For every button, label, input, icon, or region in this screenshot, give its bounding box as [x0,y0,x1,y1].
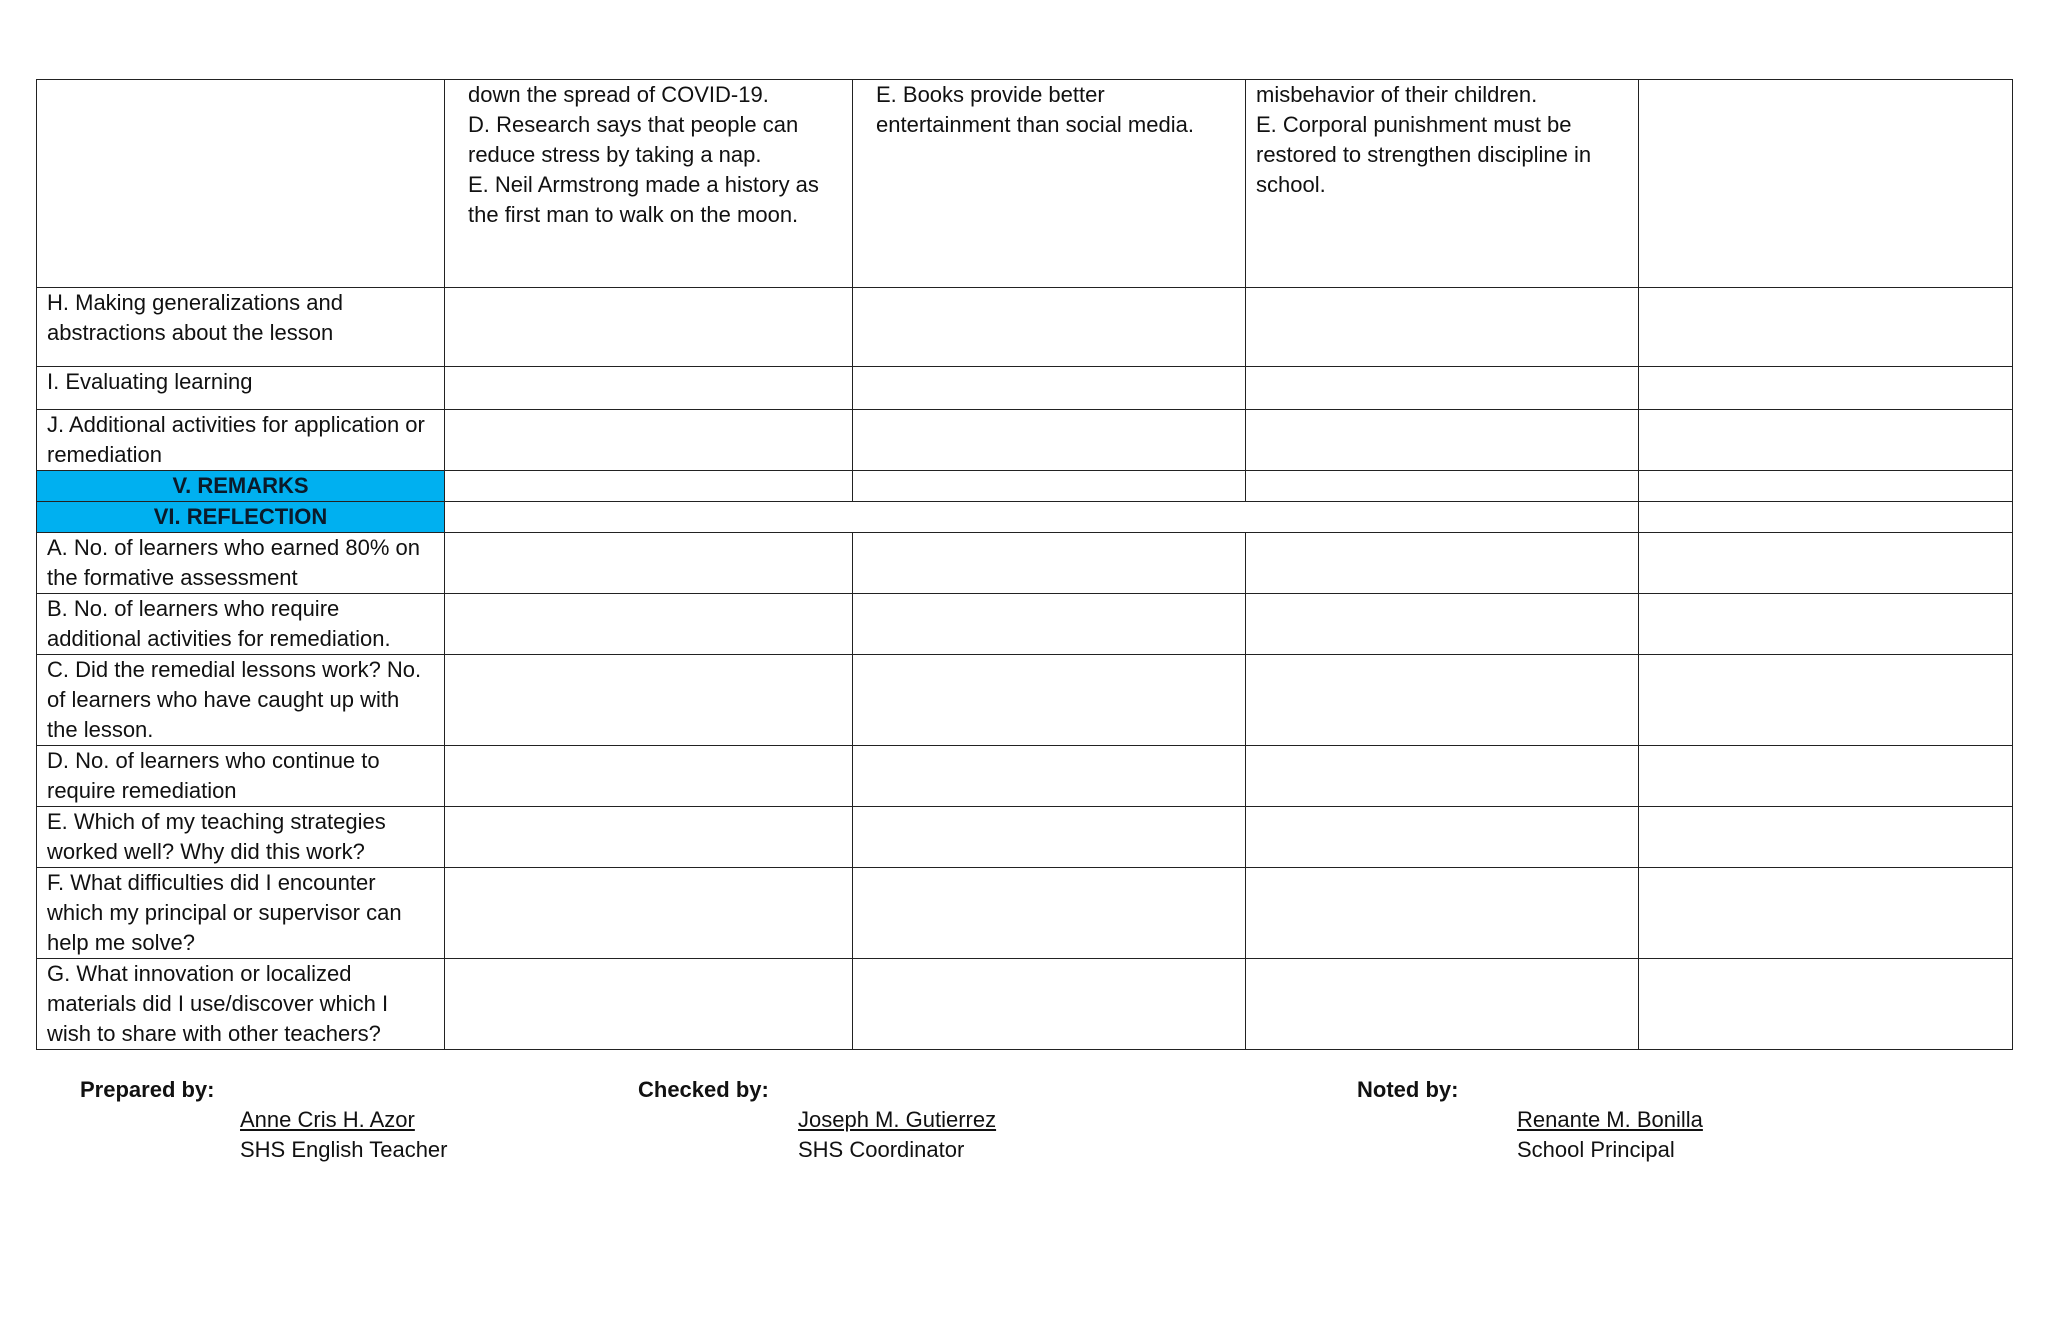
signature-prepared [80,1075,448,1165]
checked-title: SHS Coordinator [798,1137,965,1162]
table-cell [853,959,1246,1050]
row-label: G. What innovation or localized materials did I use/discover which I wish to share with other teachers? [37,959,445,1050]
table-row [37,594,2013,655]
row-label: D. No. of learners who continue to require remediation [37,746,445,807]
noted-title: School Principal [1517,1137,1675,1162]
table-row [37,410,2013,471]
table-cell [445,80,853,288]
table-row [37,959,2013,1050]
table-row [37,868,2013,959]
table-row [37,288,2013,367]
cell-line: down the spread of COVID-19. [468,82,769,107]
checked-name: Joseph M. Gutierrez [798,1107,997,1132]
table-cell [1246,367,1639,410]
table-cell [853,367,1246,410]
table-cell [445,959,853,1050]
table-cell [853,80,1246,288]
table-cell [853,471,1246,502]
table-cell [1246,471,1639,502]
table-cell [853,594,1246,655]
row-label: C. Did the remedial lessons work? No. of learners who have caught up with the lesson. [37,655,445,746]
prepared-name: Anne Cris H. Azor [240,1107,415,1132]
table-cell [1246,533,1639,594]
table-row [37,807,2013,868]
table-cell [853,288,1246,367]
remarks-header: V. REMARKS [37,471,445,502]
table-cell [1639,807,2013,868]
table-cell [445,594,853,655]
table-cell [1639,746,2013,807]
table-cell [1246,868,1639,959]
table-cell [1639,959,2013,1050]
table-cell [1639,367,2013,410]
table-cell [1639,655,2013,746]
signature-noted [1357,1075,1703,1165]
cell-line: E. Corporal punishment must be restored to strengthen discipline in school. [1256,112,1592,197]
table-cell [1639,410,2013,471]
table-cell [1639,471,2013,502]
table-cell [445,367,853,410]
signature-checked [638,1075,996,1165]
cell-line: E. Neil Armstrong made a history as the first man to walk on the moon. [468,172,819,227]
prepared-title: SHS English Teacher [240,1137,448,1162]
table-cell [853,807,1246,868]
table-cell [445,655,853,746]
table-cell [445,807,853,868]
row-label: H. Making generalizations and abstractions about the lesson [37,288,445,367]
checked-label: Checked by: [638,1077,769,1102]
reflection-header: VI. REFLECTION [37,502,445,533]
noted-name: Renante M. Bonilla [1517,1107,1703,1132]
cell-line: D. Research says that people can reduce stress by taking a nap. [468,112,799,167]
table-cell [1246,80,1639,288]
table-cell [1639,502,2013,533]
table-cell [445,746,853,807]
table-cell [1639,868,2013,959]
table-cell [853,533,1246,594]
cell-line: misbehavior of their children. [1256,82,1538,107]
row-label: A. No. of learners who earned 80% on the formative assessment [37,533,445,594]
table-cell [1246,655,1639,746]
table-cell [445,868,853,959]
table-row [37,533,2013,594]
table-cell [445,288,853,367]
table-row [37,367,2013,410]
table-cell [1246,746,1639,807]
table-cell [853,655,1246,746]
noted-label: Noted by: [1357,1077,1459,1102]
row-label: E. Which of my teaching strategies worked well? Why did this work? [37,807,445,868]
table-cell [445,502,1639,533]
table-cell [1246,807,1639,868]
table-cell [853,410,1246,471]
table-cell [1639,594,2013,655]
cell-line: E. Books provide better entertainment than social media. [876,82,1194,137]
prepared-label: Prepared by: [80,1077,215,1102]
table-cell [445,410,853,471]
table-row [37,502,2013,533]
table-row [37,471,2013,502]
row-label: B. No. of learners who require additional activities for remediation. [37,594,445,655]
table-cell [445,471,853,502]
row-label: J. Additional activities for application or remediation [37,410,445,471]
table-cell [37,80,445,288]
row-label: F. What difficulties did I encounter which my principal or supervisor can help me solve? [37,868,445,959]
table-cell [1639,80,2013,288]
table-cell [1246,410,1639,471]
table-cell [1246,959,1639,1050]
table-row [37,746,2013,807]
table-row [37,80,2013,288]
table-cell [1639,288,2013,367]
row-label: I. Evaluating learning [37,367,445,410]
table-cell [853,746,1246,807]
table-row [37,655,2013,746]
lesson-log-table [36,79,2013,1050]
table-cell [853,868,1246,959]
table-cell [445,533,853,594]
table-cell [1246,288,1639,367]
table-cell [1246,594,1639,655]
table-cell [1639,533,2013,594]
